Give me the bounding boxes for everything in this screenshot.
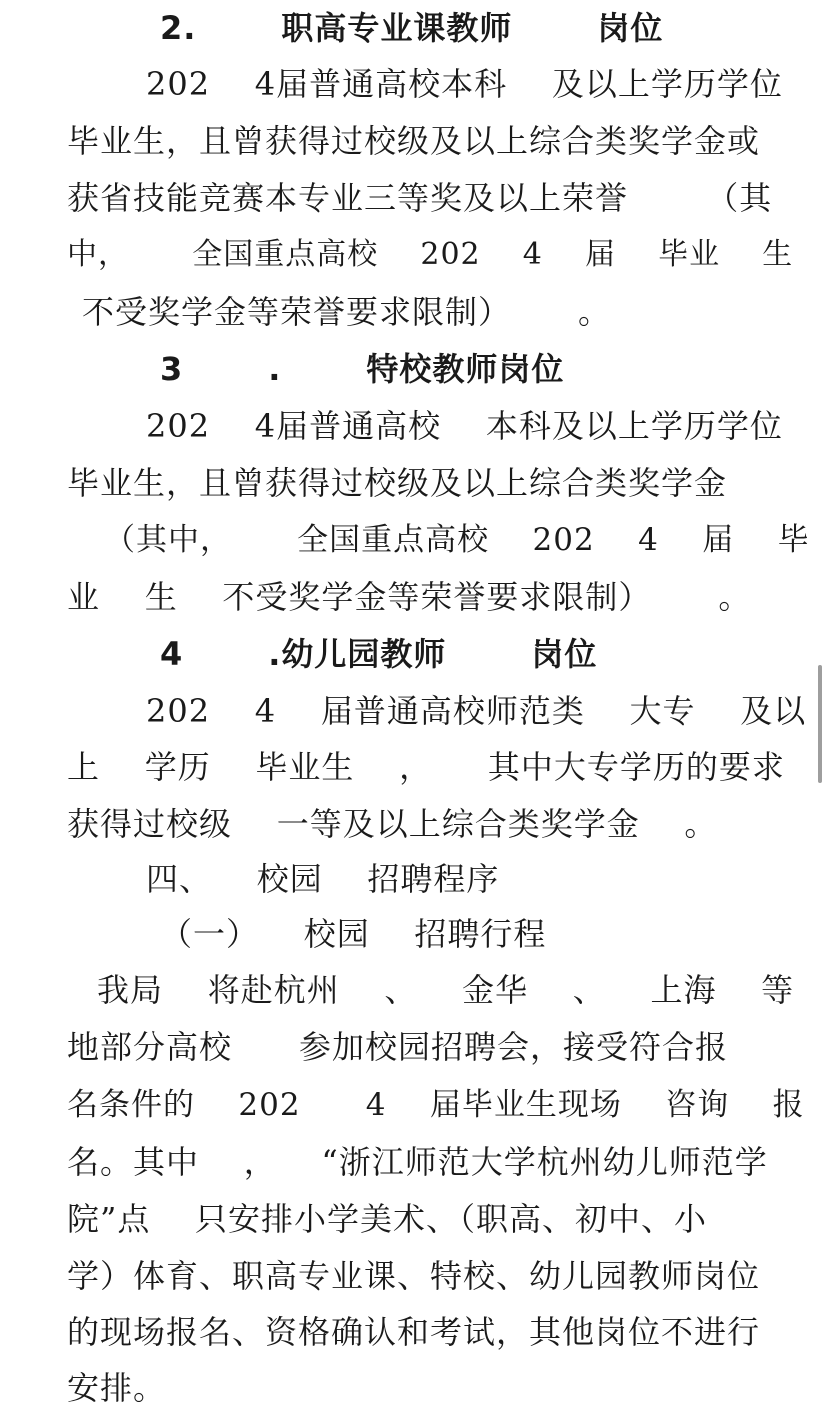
section-heading-special-school: 3 . 特校教师岗位 [160, 350, 565, 388]
paragraph-line: 202 4 届普通高校师范类 大专 及以 [146, 692, 807, 730]
paragraph-line: 名。其中 ， “浙江师范大学杭州幼儿师范学 [67, 1143, 768, 1181]
paragraph-line: 我局 将赴杭州 、 金华 、 上海 等 [97, 971, 795, 1009]
paragraph-line: 安排。 [67, 1369, 167, 1407]
paragraph-line: 业 生 不受奖学金等荣誉要求限制） 。 [67, 578, 752, 616]
subsection-heading-schedule: （一） 校园 招聘行程 [160, 915, 547, 953]
paragraph-line: 获得过校级 一等及以上综合类奖学金 。 [67, 805, 718, 843]
paragraph-line: 获省技能竞赛本专业三等奖及以上荣誉 （其 [67, 179, 773, 217]
paragraph-line: 学）体育、职高专业课、特校、幼儿园教师岗位 [67, 1257, 761, 1295]
section-heading-vocational: 2. 职高专业课教师 岗位 [160, 9, 664, 47]
paragraph-line: 地部分高校 参加校园招聘会，接受符合报 [67, 1028, 729, 1066]
paragraph-line: 的现场报名、资格确认和考试，其他岗位不进行 [67, 1313, 761, 1351]
paragraph-line: 名条件的 202 4 届毕业生现场 咨询 报 [67, 1087, 805, 1123]
paragraph-line: 202 4届普通高校 本科及以上学历学位 [146, 407, 783, 445]
paragraph-line: （其中， 全国重点高校 202 4 届 毕 [104, 522, 810, 558]
paragraph-line: 202 4届普通高校本科 及以上学历学位 [146, 65, 783, 103]
section-heading-procedure: 四、 校园 招聘程序 [146, 860, 500, 898]
paragraph-line: 不受奖学金等荣誉要求限制） 。 [82, 293, 612, 331]
paragraph-line: 毕业生，且曾获得过校级及以上综合类奖学金或 [67, 122, 761, 160]
paragraph-line: 上 学历 毕业生 ， 其中大专学历的要求 [67, 748, 785, 786]
vertical-scrollbar[interactable] [818, 665, 822, 783]
paragraph-line: 院”点 只安排小学美术、（职高、初中、小 [67, 1200, 708, 1238]
paragraph-line: 毕业生，且曾获得过校级及以上综合类奖学金 [67, 464, 728, 502]
section-heading-kindergarten: 4 .幼儿园教师 岗位 [160, 635, 598, 673]
paragraph-line: 中， 全国重点高校 202 4 届 毕业 生 [67, 237, 794, 272]
